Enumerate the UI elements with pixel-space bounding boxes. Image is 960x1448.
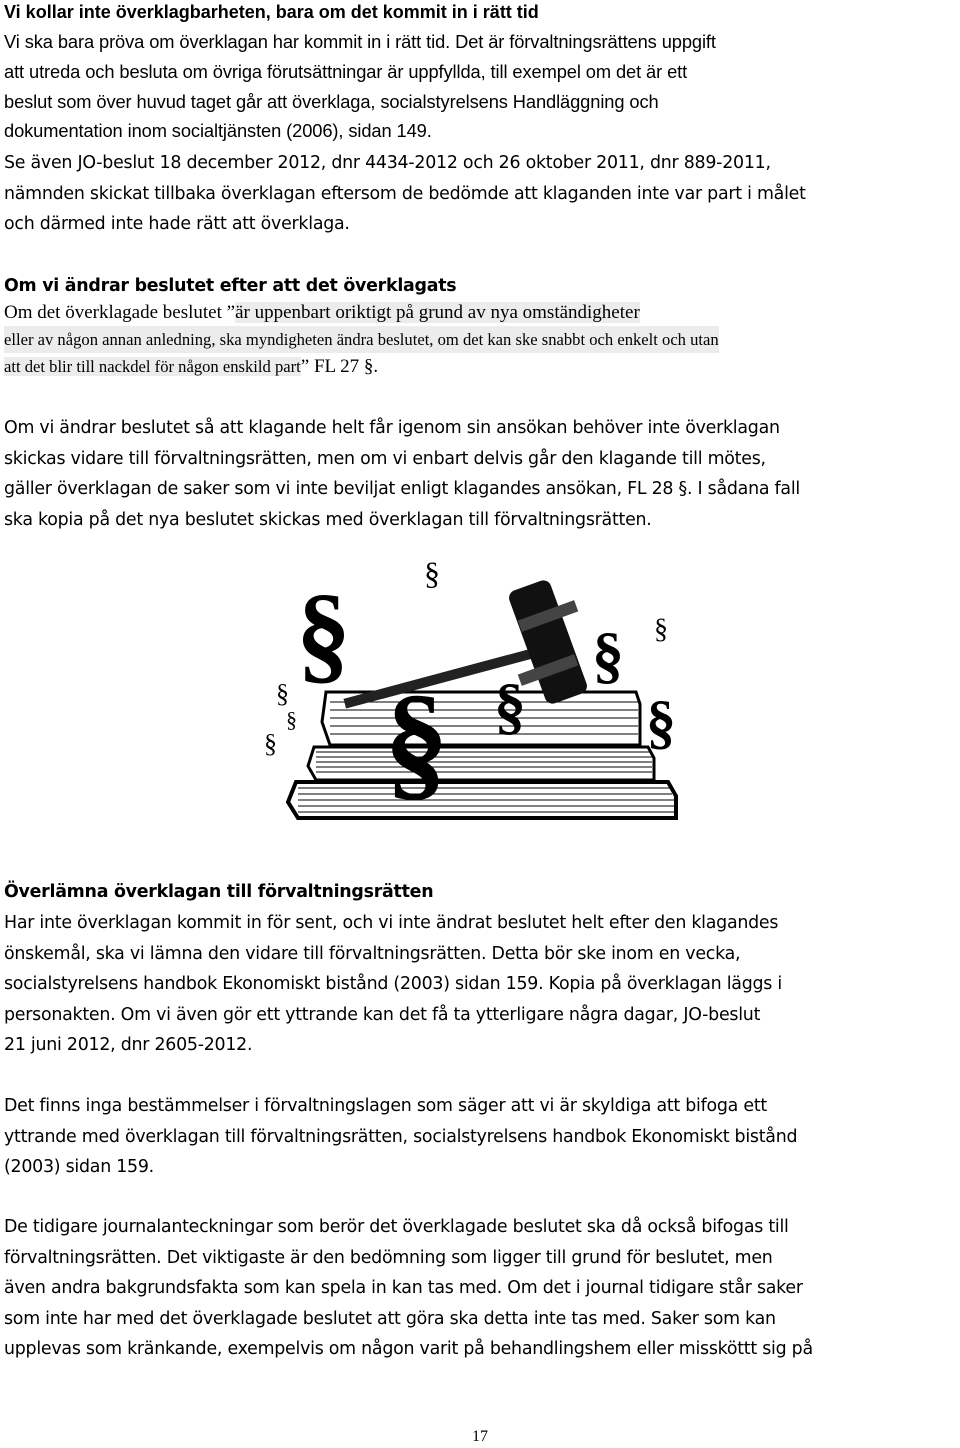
paragraph-sign-large: § xyxy=(296,572,351,694)
paragraph-timeliness xyxy=(4,27,716,146)
section-heading-forward-appeal: Överlämna överklagan till förvaltningsrätten xyxy=(4,882,434,902)
paragraph-sign-small: § xyxy=(654,614,668,645)
text-line: Om vi ändrar beslutet så att klagande helt får igenom sin ansökan behöver inte överklagan xyxy=(4,418,780,438)
text-line: personakten. Om vi även gör ett yttrande kan det få ta ytterligare några dagar, JO-beslut xyxy=(4,1004,761,1025)
section-heading-timeliness: Vi kollar inte överklagbarheten, bara om det kommit in i rätt tid xyxy=(4,2,539,22)
paragraph-sign-large: § xyxy=(384,669,449,813)
text-line: nämnden skickat tillbaka överklagan eftersom de bedömde att klaganden inte var part i målet xyxy=(4,183,806,204)
paragraph-sign-small: § xyxy=(276,679,289,708)
gavel-icon xyxy=(343,578,589,708)
text-line: och därmed inte hade rätt att överklaga. xyxy=(4,214,350,234)
paragraph-sign-medium: § xyxy=(494,670,526,741)
quote-highlight: eller av någon annan anledning, ska myndigheten ändra beslutet, om det kan ske snabbt och enkelt och utan xyxy=(4,326,719,353)
text-line: Har inte överklagan kommit in för sent, och vi inte ändrat beslutet helt efter den klagandes xyxy=(4,913,779,933)
text-line: 21 juni 2012, dnr 2605-2012. xyxy=(4,1035,253,1055)
text-line: dokumentation inom socialtjänsten (2006), sidan 149. xyxy=(4,120,432,142)
paragraph-sign-small: § xyxy=(264,729,277,758)
quote-highlight: att det blir till nackdel för någon enskild part xyxy=(4,357,301,376)
text-line: upplevas som kränkande, exempelvis om någon varit på behandlingshem eller missköttt sig på xyxy=(4,1339,813,1359)
paragraph-sign-medium: § xyxy=(592,619,624,690)
paragraph-no-obligation xyxy=(4,1091,797,1183)
text-line: beslut som över huvud taget går att överklaga, socialstyrelsens Handläggning och xyxy=(4,90,659,112)
quote-intro: Om det överklagade beslutet ” xyxy=(4,302,236,323)
quote-highlight: är uppenbart oriktigt på grund av nya omständigheter xyxy=(235,302,640,323)
text-line xyxy=(4,300,719,326)
text-line: att utreda och besluta om övriga förutsättningar är uppfyllda, till exempel om det är ett xyxy=(4,60,688,82)
text-line: yttrande med överklagan till förvaltningsrätten, socialstyrelsens handbok Ekonomiskt bistånd xyxy=(4,1126,798,1147)
text-line: De tidigare journalanteckningar som berör det överklagade beslutet ska då också bifogas till xyxy=(4,1217,789,1237)
text-line: som inte har med det överklagade beslutet att göra ska detta inte tas med. Saker som kan xyxy=(4,1308,776,1329)
text-line: även andra bakgrundsfakta som kan spela in kan tas med. Om det i journal tidigare står saker xyxy=(4,1278,803,1298)
section-heading-change-decision: Om vi ändrar beslutet efter att det överklagats xyxy=(4,276,457,296)
paragraph-sign-small: § xyxy=(424,555,440,591)
text-line: socialstyrelsens handbok Ekonomiskt bistånd (2003) sidan 159. Kopia på överklagan läggs i xyxy=(4,974,782,994)
text-line: (2003) sidan 159. xyxy=(4,1157,154,1177)
law-reference: ” FL 27 §. xyxy=(300,356,379,377)
paragraph-forward-appeal xyxy=(4,908,782,1061)
law-quote-fl27 xyxy=(4,300,719,380)
paragraph-journal-notes xyxy=(4,1212,813,1365)
gavel-books-illustration xyxy=(256,552,706,822)
text-line: förvaltningsrätten. Det viktigaste är den bedömning som ligger till grund för beslutet, men xyxy=(4,1247,773,1268)
book-stack xyxy=(288,692,676,818)
paragraph-sign-medium: § xyxy=(646,689,676,755)
text-line: Vi ska bara pröva om överklagan har kommit in i rätt tid. Det är förvaltningsrättens uppgift xyxy=(4,31,716,52)
text-line: gäller överklagan de saker som vi inte beviljat enligt klagandes ansökan, FL 28 §. I sådana fall xyxy=(4,479,800,499)
text-line: skickas vidare till förvaltningsrätten, men om vi enbart delvis går den klagande till mötes, xyxy=(4,448,766,469)
text-line: önskemål, ska vi lämna den vidare till förvaltningsrätten. Detta bör ske inom en vecka, xyxy=(4,943,741,964)
paragraph-jo-reference xyxy=(4,148,806,240)
text-line: ska kopia på det nya beslutet skickas med överklagan till förvaltningsrätten. xyxy=(4,509,652,530)
text-line: Det finns inga bestämmelser i förvaltningslagen som säger att vi är skyldiga att bifoga ett xyxy=(4,1096,767,1116)
text-line: Se även JO-beslut 18 december 2012, dnr 4434-2012 och 26 oktober 2011, dnr 889-2011, xyxy=(4,153,771,173)
page-number: 17 xyxy=(472,1428,488,1445)
paragraph-partial-change xyxy=(4,413,800,535)
paragraph-sign-small: § xyxy=(286,707,297,732)
